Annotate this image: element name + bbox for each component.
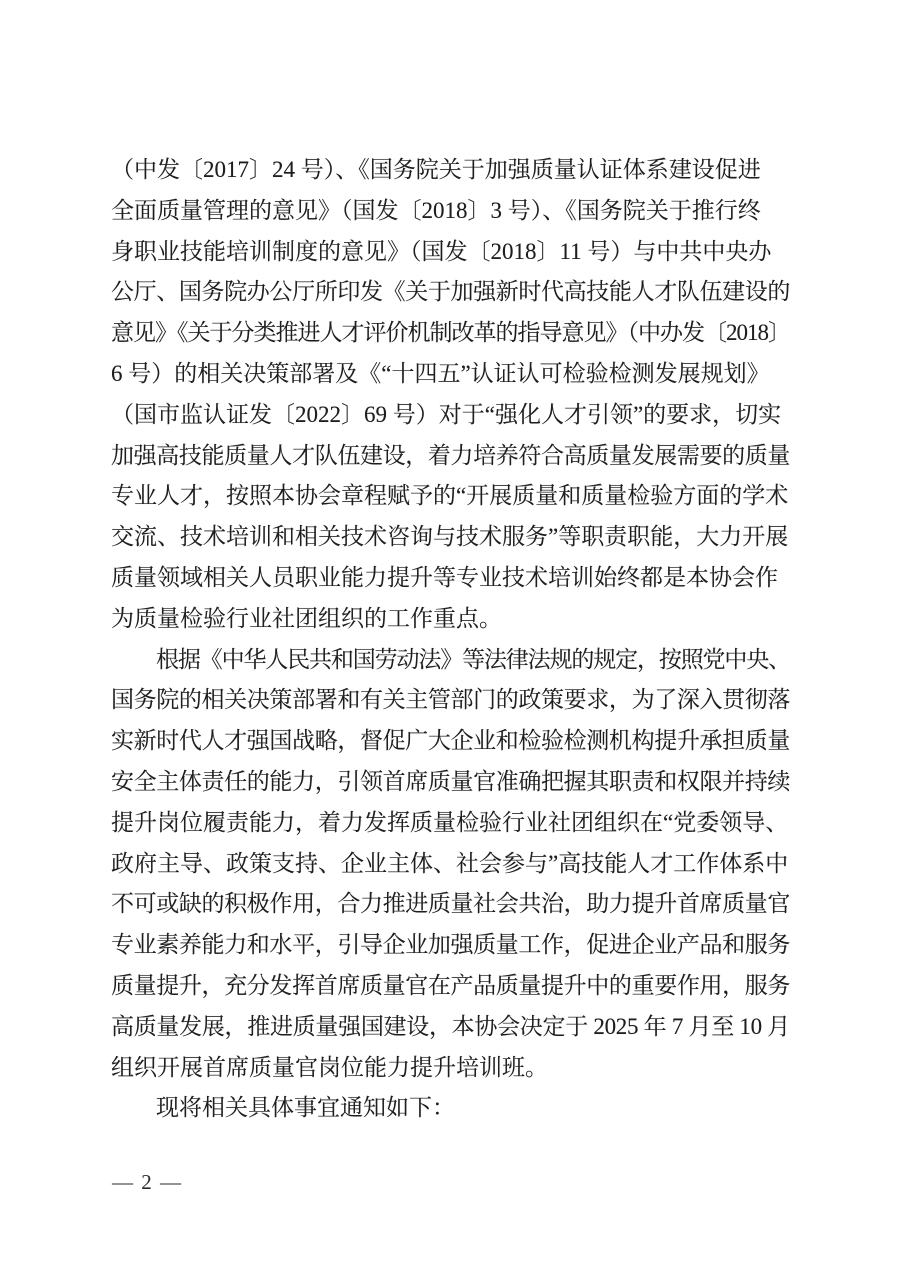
body-text-line: 不可或缺的积极作用，合力推进质量社会共治，助力提升首席质量官 [111,891,791,917]
body-text [111,150,790,1129]
body-text-line: 6 号）的相关决策部署及《“十四五”认证认可检验检测发展规划》 [111,360,770,386]
body-text-line: 意见》《关于分类推进人才评价机制改革的指导意见》（中办发〔2018〕 [111,320,790,346]
body-text-line paragraph-end: 组织开展首席质量官岗位能力提升培训班。 [111,1054,548,1080]
body-text-line: 高质量发展，推进质量强国建设，本协会决定于 2025 年 7 月至 10 月 [111,1013,791,1039]
body-text-line: 质量提升，充分发挥首席质量官在产品质量提升中的重要作用，服务 [111,972,791,998]
body-text-line: 公厅、国务院办公厅所印发《关于加强新时代高技能人才队伍建设的 [111,279,791,305]
page-number: — 2 — [112,1170,183,1194]
body-text-line: 质量领域相关人员职业能力提升等专业技术培训始终都是本协会作 [111,564,778,590]
body-text-line: 全面质量管理的意见》（国发〔2018〕3 号）、《国务院关于推行终 [111,197,761,223]
body-text-line: （中发〔2017〕24 号）、《国务院关于加强质量认证体系建设促进 [111,157,761,182]
body-text-line: 安全主体责任的能力，引领首席质量官准确把握其职责和权限并持续 [111,768,791,794]
body-text-line: 加强高技能质量人才队伍建设，着力培养符合高质量发展需要的质量 [111,442,791,468]
body-text-line: 专业人才，按照本协会章程赋予的“开展质量和质量检验方面的学术 [111,483,789,509]
body-text-line: 实新时代人才强国战略，督促广大企业和检验检测机构提升承担质量 [111,728,791,754]
body-text-line: 国务院的相关决策部署和有关主管部门的政策要求，为了深入贯彻落 [111,687,791,713]
body-text-line paragraph-start: 根据《中华人民共和国劳动法》等法律法规的规定，按照党中央、 [156,646,791,672]
body-text-line: 交流、技术培训和相关技术咨询与技术服务”等职责职能，大力开展 [111,524,789,550]
body-text-line paragraph-start: 现将相关具体事宜通知如下： [156,1095,455,1121]
body-text-line: 政府主导、政策支持、企业主体、社会参与”高技能人才工作体系中 [111,850,789,876]
body-text-line: 专业素养能力和水平，引导企业加强质量工作，促进企业产品和服务 [111,932,791,958]
body-text-line paragraph-end: 为质量检验行业社团组织的工作重点。 [111,605,502,631]
body-text-line: （国市监认证发〔2022〕69 号）对于“强化人才引领”的要求，切实 [111,401,782,427]
body-text-line: 身职业技能培训制度的意见》（国发〔2018〕11 号）与中共中央办 [111,238,772,264]
body-text-line: 提升岗位履责能力，着力发挥质量检验行业社团组织在“党委领导、 [111,809,789,835]
